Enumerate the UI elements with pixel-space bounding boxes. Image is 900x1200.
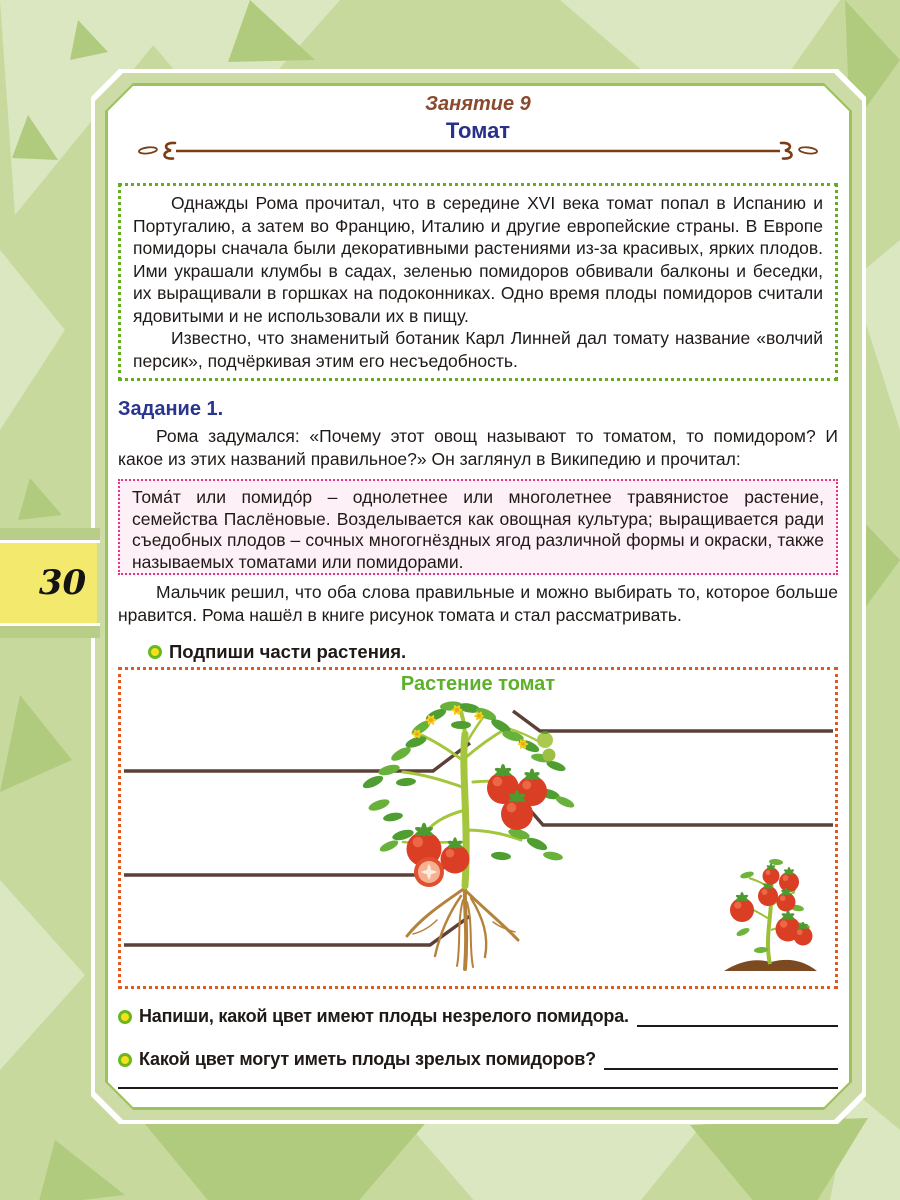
intro-paragraph-2: Известно, что знаменитый ботаник Карл Линней дал томату название «волчий персик», подчёркивая этим его несъедобность.: [133, 328, 823, 371]
answer-continuation-line[interactable]: [118, 1087, 838, 1089]
answer-blank-line[interactable]: [604, 1052, 838, 1070]
tomato-plant-figure: [118, 667, 838, 989]
cut-tomato: [414, 857, 444, 887]
question-row: [118, 1006, 838, 1027]
instruction-row: [148, 641, 838, 663]
page-content: [105, 83, 852, 1110]
question-text: Какой цвет могут иметь плоды зрелых помидоров?: [139, 1049, 596, 1069]
task1-heading: Задание 1.: [118, 398, 224, 420]
label-line-leaves[interactable]: [124, 743, 470, 771]
answer-blank-line[interactable]: [637, 1009, 838, 1027]
wikipedia-quote-box: [118, 479, 838, 575]
circle-bullet-icon: [118, 1053, 132, 1067]
task1-intro-text: Рома задумался: «Почему этот овощ называют то томатом, то помидором? И какое из этих названий правильное?» Он заглянул в Википедию и прочитал:: [118, 426, 838, 469]
ornamental-rule-icon: [118, 139, 838, 163]
question-row: [118, 1049, 838, 1070]
circle-bullet-icon: [148, 645, 162, 659]
tomato-plant-illustration: [121, 670, 835, 986]
tab-strip-bottom: [0, 626, 100, 638]
page-header: [118, 93, 838, 144]
tab-body: [0, 543, 97, 623]
intro-story-box: [118, 183, 838, 381]
plant-roots: [407, 884, 518, 969]
page-number: 30: [38, 563, 87, 603]
after-quote-text: Мальчик решил, что оба слова правильные и можно выбирать то, которое больше нравится. Рома нашёл в книге рисунок томата и стал рассматривать.: [118, 582, 838, 625]
question-text: Напиши, какой цвет имеют плоды незрелого помидора.: [139, 1006, 629, 1026]
figure-title: Растение томат: [400, 673, 556, 695]
instruction-text: Подпиши части растения.: [169, 641, 407, 662]
circle-bullet-icon: [118, 1010, 132, 1024]
page-title: Томат: [445, 118, 511, 143]
wikipedia-quote-text: Тома́т или помидо́р – однолетнее или многолетнее травянистое растение, семейства Паслёновые. Возделывается как овощная культура; выращивается ради съедобных плодов – сочных многогнёздных ягод различной формы и окраски, также называемых томатами или помидорами.: [132, 487, 824, 572]
label-line-flowers[interactable]: [513, 711, 833, 731]
intro-paragraph-1: Однажды Рома прочитал, что в середине XVI века томат попал в Испанию и Португалию, а затем во Францию, Италию и другие европейские страны. В Европе помидоры сначала были декоративными растениями из-за красивых, ярких плодов. Ими украшали клумбы в садах, зеленью помидоров обвивали балконы и беседки, их выращивали в горшках на подоконниках. Одно время плоды помидоров считали ядовитыми и не использовали их в пищу.: [133, 193, 823, 326]
page-number-tab: [0, 528, 100, 638]
lesson-number: Занятие 9: [425, 93, 531, 115]
small-tomato-plant: [724, 858, 817, 971]
label-line-roots[interactable]: [124, 916, 470, 945]
tab-strip-top: [0, 528, 100, 540]
